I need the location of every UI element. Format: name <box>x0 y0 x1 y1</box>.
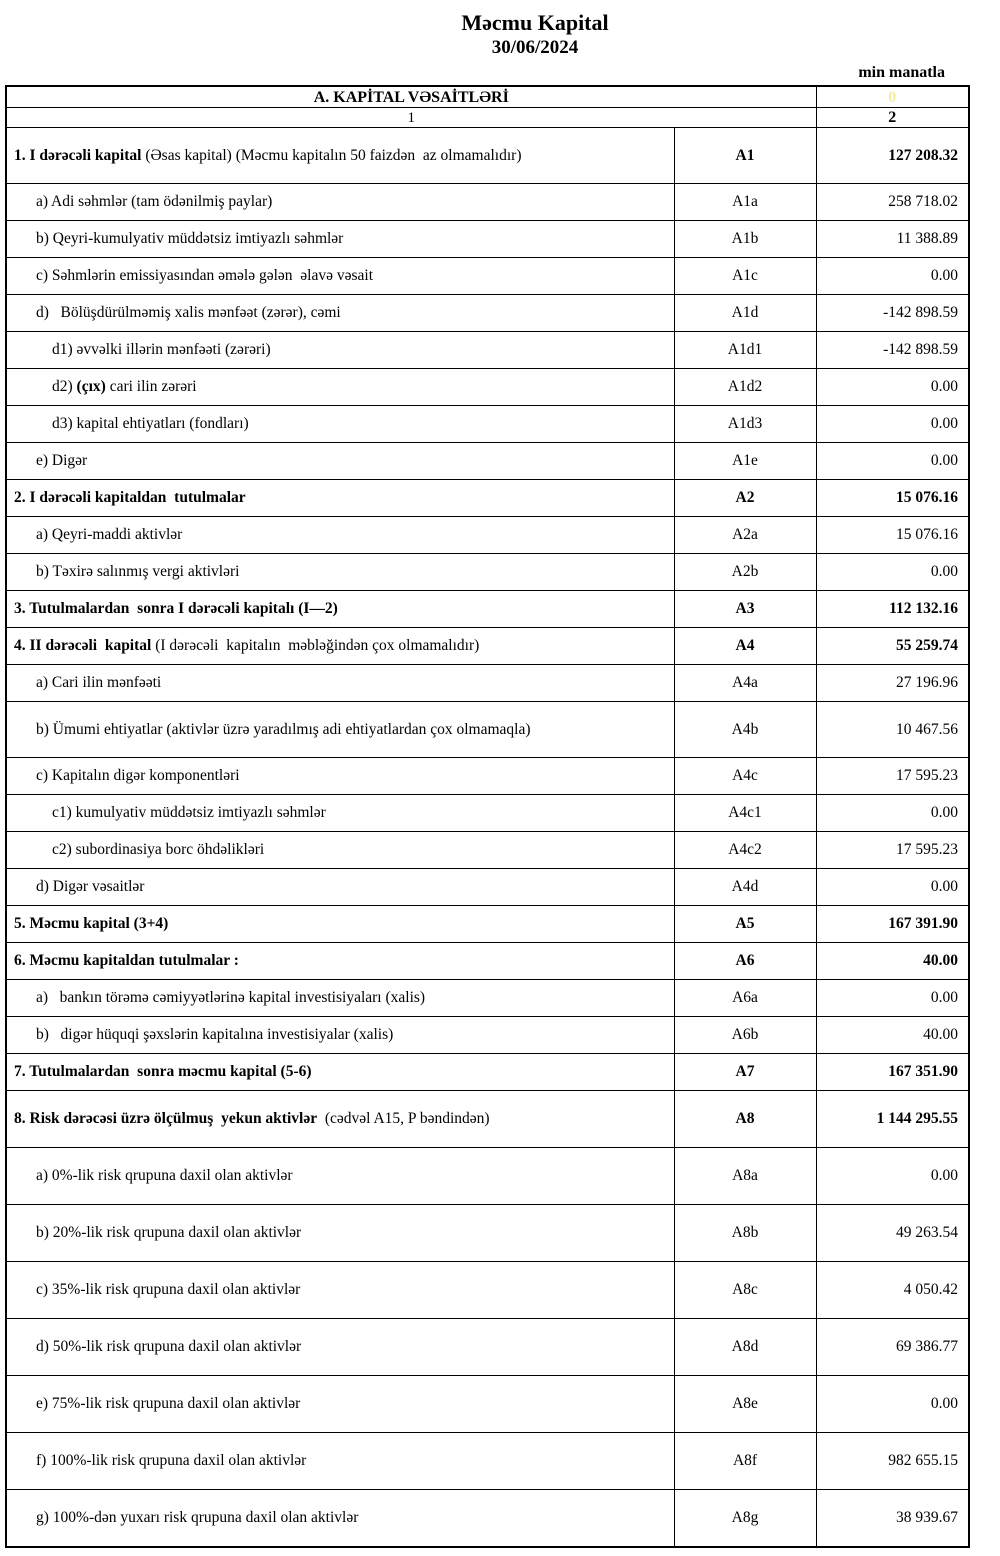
row-label-segment: cari ilin zərəri <box>105 378 197 396</box>
row-code-cell: A4c1 <box>674 795 816 832</box>
row-label-cell <box>6 980 674 1017</box>
report-header <box>70 0 1000 59</box>
row-label-cell <box>6 1319 674 1376</box>
row-value-cell: -142 898.59 <box>816 295 969 332</box>
row-label-cell <box>6 943 674 980</box>
row-code-cell: A1a <box>674 184 816 221</box>
table-row <box>6 295 969 332</box>
row-label-cell <box>6 795 674 832</box>
row-code-cell: A8c <box>674 1262 816 1319</box>
row-code-cell: A8f <box>674 1433 816 1490</box>
row-label-segment: c) Kapitalın digər komponentləri <box>36 767 240 785</box>
row-label-segment: e) Digər <box>36 452 88 470</box>
row-code-cell: A1d1 <box>674 332 816 369</box>
row-label-segment: (cədvəl A15, P bəndindən) <box>317 1110 490 1128</box>
row-code-cell: A6b <box>674 1017 816 1054</box>
row-label-cell <box>6 1017 674 1054</box>
row-value-cell: 17 595.23 <box>816 758 969 795</box>
table-row <box>6 665 969 702</box>
row-code-cell: A1c <box>674 258 816 295</box>
row-label-cell <box>6 332 674 369</box>
row-label-cell <box>6 665 674 702</box>
row-value-cell: 1 144 295.55 <box>816 1091 969 1148</box>
row-label-segment: d) Digər vəsaitlər <box>36 878 145 896</box>
row-value-cell: 0.00 <box>816 369 969 406</box>
row-label-cell <box>6 702 674 758</box>
row-code-cell: A8a <box>674 1148 816 1205</box>
table-row <box>6 1433 969 1490</box>
document-date: 30/06/2024 <box>491 36 579 58</box>
row-value-cell: 982 655.15 <box>816 1433 969 1490</box>
row-value-cell: 15 076.16 <box>816 517 969 554</box>
row-label-segment: 8. Risk dərəcəsi üzrə ölçülmuş yekun aktivlər <box>14 1110 318 1128</box>
table-row <box>6 480 969 517</box>
row-label-cell <box>6 295 674 332</box>
row-code-cell: A2a <box>674 517 816 554</box>
unit-note: min manatla <box>858 64 945 82</box>
row-value-cell: 0.00 <box>816 1376 969 1433</box>
row-code-cell: A1d3 <box>674 406 816 443</box>
row-label-segment: a) Qeyri-maddi aktivlər <box>36 526 183 544</box>
row-value-cell: 55 259.74 <box>816 628 969 665</box>
table-row <box>6 702 969 758</box>
row-code-cell: A6a <box>674 980 816 1017</box>
table-row <box>6 1205 969 1262</box>
row-code-cell: A8g <box>674 1490 816 1547</box>
row-label-cell <box>6 221 674 258</box>
row-code-cell: A4c2 <box>674 832 816 869</box>
row-label-segment: 1. I dərəcəli kapital <box>14 146 142 164</box>
row-label-cell <box>6 184 674 221</box>
row-code-cell: A1d <box>674 295 816 332</box>
section-right-value-cell: 0 <box>816 86 969 108</box>
section-title-cell: A. KAPİTAL VƏSAİTLƏRİ <box>6 86 816 108</box>
row-label-segment: b) Təxirə salınmış vergi aktivləri <box>36 563 240 581</box>
section-header-row <box>6 86 969 108</box>
row-label-segment: e) 75%-lik risk qrupuna daxil olan aktivlər <box>36 1395 301 1413</box>
row-label-segment: 5. Məcmu kapital (3+4) <box>14 915 169 933</box>
row-code-cell: A8d <box>674 1319 816 1376</box>
row-value-cell: 11 388.89 <box>816 221 969 258</box>
table-body <box>6 128 969 1547</box>
row-label-cell <box>6 406 674 443</box>
row-value-cell: 17 595.23 <box>816 832 969 869</box>
row-value-cell: 0.00 <box>816 869 969 906</box>
row-label-cell <box>6 1376 674 1433</box>
row-code-cell: A5 <box>674 906 816 943</box>
table-row <box>6 832 969 869</box>
table-row <box>6 943 969 980</box>
row-label-cell <box>6 1148 674 1205</box>
table-row <box>6 258 969 295</box>
row-code-cell: A8b <box>674 1205 816 1262</box>
row-label-segment: 7. Tutulmalardan sonra məcmu kapital (5-6) <box>14 1063 312 1081</box>
row-label-segment: d3) kapital ehtiyatları (fondları) <box>52 415 249 433</box>
table-row <box>6 628 969 665</box>
row-label-cell <box>6 128 674 184</box>
row-value-cell: 69 386.77 <box>816 1319 969 1376</box>
row-code-cell: A8 <box>674 1091 816 1148</box>
row-code-cell: A3 <box>674 591 816 628</box>
table-row <box>6 443 969 480</box>
row-value-cell: 38 939.67 <box>816 1490 969 1547</box>
row-label-cell <box>6 869 674 906</box>
row-label-segment: c1) kumulyativ müddətsiz imtiyazlı səhmlər <box>52 804 326 822</box>
row-value-cell: -142 898.59 <box>816 332 969 369</box>
row-value-cell: 0.00 <box>816 795 969 832</box>
row-value-cell: 10 467.56 <box>816 702 969 758</box>
row-label-segment: d) Bölüşdürülməmiş xalis mənfəət (zərər), cəmi <box>36 304 341 322</box>
table-row <box>6 906 969 943</box>
row-value-cell: 40.00 <box>816 1017 969 1054</box>
table-row <box>6 554 969 591</box>
table-row <box>6 1054 969 1091</box>
row-label-cell <box>6 591 674 628</box>
row-label-segment: b) Qeyri-kumulyativ müddətsiz imtiyazlı səhmlər <box>36 230 344 248</box>
row-label-cell <box>6 906 674 943</box>
row-label-segment: 2. I dərəcəli kapitaldan tutulmalar <box>14 489 246 507</box>
row-label-cell <box>6 369 674 406</box>
table-row <box>6 795 969 832</box>
row-value-cell: 0.00 <box>816 980 969 1017</box>
table-row <box>6 1148 969 1205</box>
column-number-row <box>6 108 969 128</box>
row-label-segment: b) Ümumi ehtiyatlar (aktivlər üzrə yaradılmış adi ehtiyatlardan çox olmamaqla) <box>36 720 531 738</box>
row-label-segment: c2) subordinasiya borc öhdəlikləri <box>52 841 265 859</box>
table-row <box>6 1091 969 1148</box>
row-value-cell: 0.00 <box>816 406 969 443</box>
row-value-cell: 27 196.96 <box>816 665 969 702</box>
table-row <box>6 1319 969 1376</box>
table-row <box>6 221 969 258</box>
row-label-cell <box>6 758 674 795</box>
table-row <box>6 1376 969 1433</box>
row-label-segment: (I dərəcəli kapitalın məbləğindən çox olmamalıdır) <box>151 637 480 655</box>
table-row <box>6 517 969 554</box>
row-label-segment: a) bankın törəmə cəmiyyətlərinə kapital investisiyaları (xalis) <box>36 989 426 1007</box>
row-code-cell: A1e <box>674 443 816 480</box>
row-code-cell: A7 <box>674 1054 816 1091</box>
row-label-segment: f) 100%-lik risk qrupuna daxil olan aktivlər <box>36 1452 307 1470</box>
row-code-cell: A2b <box>674 554 816 591</box>
row-label-cell <box>6 628 674 665</box>
row-label-segment: c) Səhmlərin emissiyasından əmələ gələn əlavə vəsait <box>36 267 374 285</box>
row-code-cell: A1b <box>674 221 816 258</box>
row-code-cell: A8e <box>674 1376 816 1433</box>
row-value-cell: 167 391.90 <box>816 906 969 943</box>
table-row <box>6 406 969 443</box>
row-label-cell <box>6 554 674 591</box>
row-value-cell: 167 351.90 <box>816 1054 969 1091</box>
capital-table <box>5 85 970 1548</box>
row-label-cell <box>6 1490 674 1547</box>
column-number-right-cell: 2 <box>816 108 969 128</box>
row-code-cell: A4c <box>674 758 816 795</box>
row-value-cell: 0.00 <box>816 258 969 295</box>
row-label-segment: 6. Məcmu kapitaldan tutulmalar : <box>14 952 239 970</box>
table-row <box>6 591 969 628</box>
table-row <box>6 369 969 406</box>
row-label-cell <box>6 258 674 295</box>
row-label-segment: b) digər hüquqi şəxslərin kapitalına investisiyalar (xalis) <box>36 1026 394 1044</box>
table-row <box>6 1262 969 1319</box>
row-label-cell <box>6 1433 674 1490</box>
row-label-cell <box>6 832 674 869</box>
row-label-segment: d) 50%-lik risk qrupuna daxil olan aktivlər <box>36 1338 302 1356</box>
row-label-segment: c) 35%-lik risk qrupuna daxil olan aktivlər <box>36 1281 301 1299</box>
row-value-cell: 258 718.02 <box>816 184 969 221</box>
row-code-cell: A2 <box>674 480 816 517</box>
row-label-segment: g) 100%-dən yuxarı risk qrupuna daxil olan aktivlər <box>36 1508 359 1526</box>
row-value-cell: 112 132.16 <box>816 591 969 628</box>
row-label-segment: (Əsas kapital) (Məcmu kapitalın 50 faizdən az olmamalıdır) <box>141 146 522 164</box>
row-code-cell: A4 <box>674 628 816 665</box>
row-code-cell: A4b <box>674 702 816 758</box>
table-row <box>6 1017 969 1054</box>
row-label-segment: b) 20%-lik risk qrupuna daxil olan aktivlər <box>36 1224 302 1242</box>
row-label-segment: a) Adi səhmlər (tam ödənilmiş paylar) <box>36 193 273 211</box>
table-row <box>6 184 969 221</box>
row-code-cell: A1d2 <box>674 369 816 406</box>
table-row <box>6 1490 969 1547</box>
row-value-cell: 15 076.16 <box>816 480 969 517</box>
table-row <box>6 332 969 369</box>
row-label-segment: d2) <box>52 378 77 396</box>
table-row <box>6 128 969 184</box>
row-value-cell: 0.00 <box>816 1148 969 1205</box>
table-row <box>6 758 969 795</box>
row-label-segment: a) Cari ilin mənfəəti <box>36 674 162 692</box>
row-code-cell: A1 <box>674 128 816 184</box>
document-title: Məcmu Kapital <box>461 10 609 35</box>
row-code-cell: A6 <box>674 943 816 980</box>
row-label-cell <box>6 1205 674 1262</box>
row-code-cell: A4d <box>674 869 816 906</box>
row-value-cell: 127 208.32 <box>816 128 969 184</box>
row-label-cell <box>6 517 674 554</box>
row-label-cell <box>6 1262 674 1319</box>
row-label-segment: (çıx) <box>76 378 106 396</box>
column-number-left-cell: 1 <box>6 108 816 128</box>
row-value-cell: 4 050.42 <box>816 1262 969 1319</box>
row-label-cell <box>6 1091 674 1148</box>
row-label-segment: 4. II dərəcəli kapital <box>14 637 152 655</box>
row-value-cell: 49 263.54 <box>816 1205 969 1262</box>
table-row <box>6 980 969 1017</box>
row-label-segment: a) 0%-lik risk qrupuna daxil olan aktivlər <box>36 1167 293 1185</box>
row-label-cell <box>6 480 674 517</box>
row-label-segment: 3. Tutulmalardan sonra I dərəcəli kapitalı (I—2) <box>14 600 338 618</box>
row-value-cell: 0.00 <box>816 554 969 591</box>
row-value-cell: 0.00 <box>816 443 969 480</box>
row-label-segment: d1) əvvəlki illərin mənfəəti (zərəri) <box>52 341 271 359</box>
row-label-cell <box>6 443 674 480</box>
row-value-cell: 40.00 <box>816 943 969 980</box>
row-label-cell <box>6 1054 674 1091</box>
row-code-cell: A4a <box>674 665 816 702</box>
table-row <box>6 869 969 906</box>
